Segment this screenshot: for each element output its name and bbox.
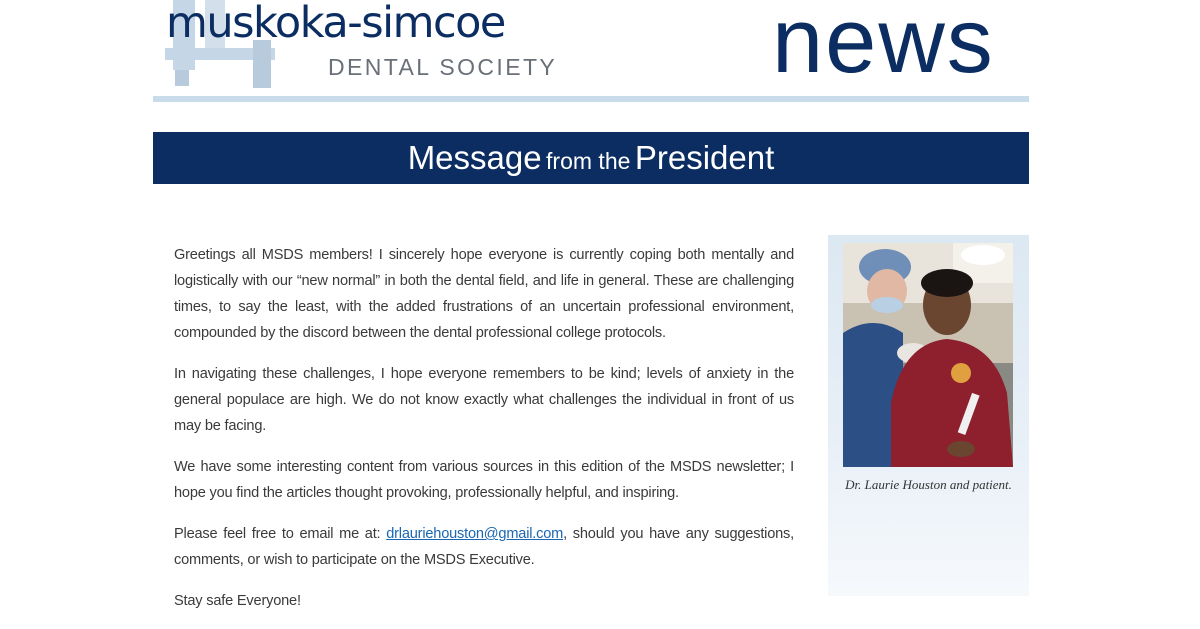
email-link[interactable]: drlauriehouston@gmail.com [386,526,564,542]
closing-line: Stay safe Everyone! [174,593,301,609]
article-paragraph: We have some interesting content from various sources in this edition of the MSDS newsletter; I hope you find the articles thought provoking, professionally helpful, and inspiring. [174,459,794,501]
article-paragraph: In navigating these challenges, I hope everyone remembers to be kind; levels of anxiety in the general populace are high. We do not know exactly what challenges the individual in front of us may be facing. [174,366,794,434]
org-subtitle: DENTAL SOCIETY [328,54,558,80]
header-rule [153,96,1029,102]
photo-caption: Dr. Laurie Houston and patient. [845,477,1012,492]
banner-word-message: Message [407,139,542,176]
masthead-title: news [772,0,995,92]
banner-word-president: President [634,139,775,176]
president-photo [843,243,1013,467]
email-outro: , should you have any suggestions, comments, or wish to participate on the MSDS Executive. [174,526,794,568]
section-banner [153,132,1029,184]
banner-word-from-the: from the [546,148,631,174]
article-body [174,242,794,629]
article-paragraph: Greetings all MSDS members! I sincerely hope everyone is currently coping both mentally and logistically with our “new normal” in both the dental field, and life in general. These are challenging times, to say the least, with the added frustrations of an uncertain professional environment, compounded by the discord between the dental professional college protocols. [174,247,794,341]
email-intro: Please feel free to email me at: [174,526,387,542]
email-paragraph [174,521,794,573]
org-name: muskoka-simcoe [166,0,505,48]
